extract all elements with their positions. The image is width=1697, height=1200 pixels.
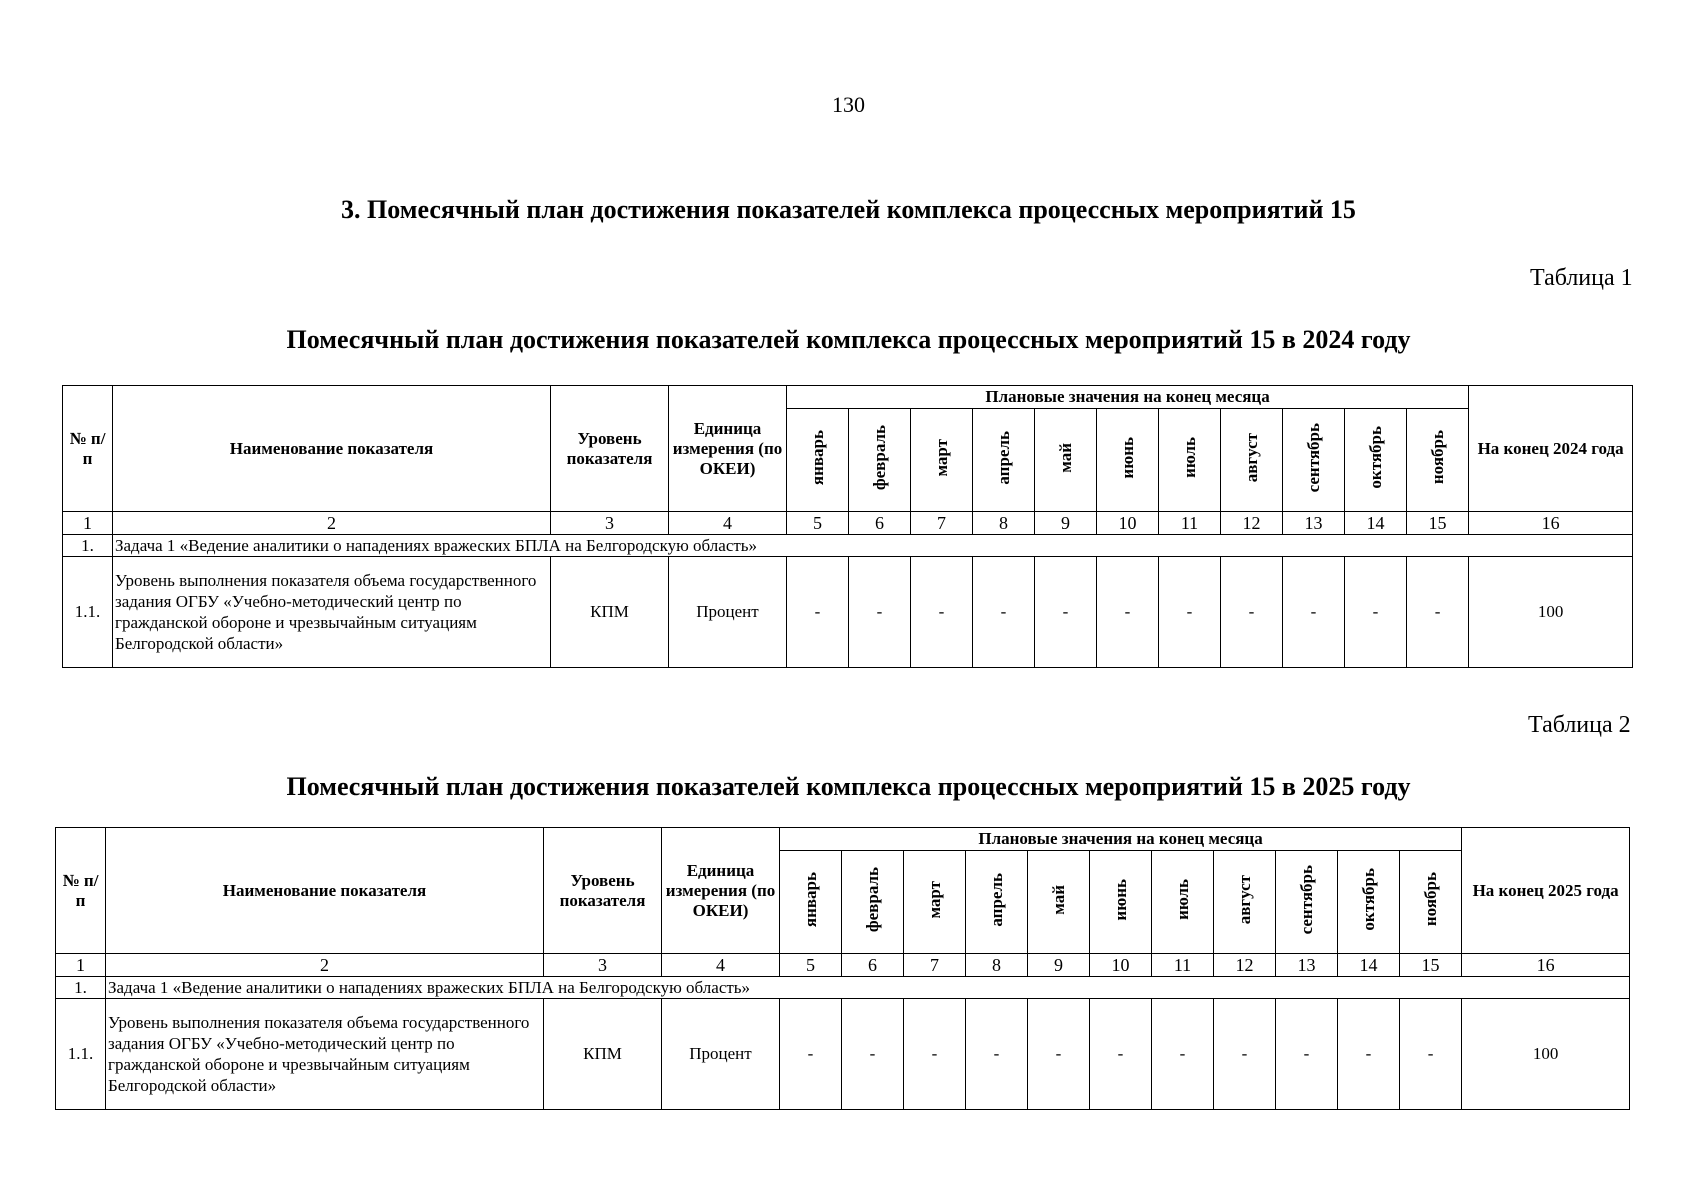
month-value: - (1035, 557, 1097, 668)
header-num: № п/п (56, 828, 106, 954)
table-1-title: Помесячный план достижения показателей комплекса процессных мероприятий 15 в 2024 году (286, 325, 1411, 354)
month-value: - (1221, 557, 1283, 668)
month-header: октябрь (1345, 409, 1407, 512)
header-num: № п/п (63, 386, 113, 512)
table-row (56, 999, 1630, 1110)
month-header: январь (787, 409, 849, 512)
header-level: Уровень показателя (551, 386, 669, 512)
month-value: - (1090, 999, 1152, 1110)
indicator-name: Уровень выполнения показателя объема государственного задания ОГБУ «Учебно-методический центр по гражданской обороне и чрезвычайным ситуациям Белгородской области» (113, 557, 551, 668)
month-header: март (911, 409, 973, 512)
month-value: - (1028, 999, 1090, 1110)
header-unit: Единица измерения (по ОКЕИ) (669, 386, 787, 512)
month-value: - (1152, 999, 1214, 1110)
column-number-row: 1 2 3 4 5 6 7 8 9 10 11 12 13 14 15 16 (56, 954, 1630, 977)
month-value: - (1407, 557, 1469, 668)
month-header: август (1221, 409, 1283, 512)
month-header: ноябрь (1400, 851, 1462, 954)
month-header: ноябрь (1407, 409, 1469, 512)
task-row (63, 535, 1633, 557)
header-planned: Плановые значения на конец месяца (780, 828, 1462, 851)
header-end-of-year: На конец 2025 года (1462, 828, 1630, 954)
month-value: - (849, 557, 911, 668)
table-1-label: Таблица 1 (1530, 265, 1633, 291)
task-row (56, 977, 1630, 999)
section-title: 3. Помесячный план достижения показателей комплекса процессных мероприятий 15 (341, 195, 1356, 224)
month-header: сентябрь (1283, 409, 1345, 512)
indicator-level: КПМ (551, 557, 669, 668)
month-value: - (966, 999, 1028, 1110)
month-header: июнь (1090, 851, 1152, 954)
plan-table-2024 (62, 385, 1633, 668)
header-unit: Единица измерения (по ОКЕИ) (662, 828, 780, 954)
month-header: июнь (1097, 409, 1159, 512)
header-end-of-year: На конец 2024 года (1469, 386, 1633, 512)
month-header: июль (1159, 409, 1221, 512)
month-header: апрель (966, 851, 1028, 954)
month-value: - (842, 999, 904, 1110)
month-header: июль (1152, 851, 1214, 954)
month-value: - (1214, 999, 1276, 1110)
month-value: - (904, 999, 966, 1110)
month-header: март (904, 851, 966, 954)
task-text: Задача 1 «Ведение аналитики о нападениях вражеских БПЛА на Белгородскую область» (113, 535, 1633, 557)
month-value: - (911, 557, 973, 668)
task-num: 1. (56, 977, 106, 999)
month-value: - (1345, 557, 1407, 668)
month-header: январь (780, 851, 842, 954)
header-name: Наименование показателя (113, 386, 551, 512)
month-header: август (1214, 851, 1276, 954)
column-number-row: 1 2 3 4 5 6 7 8 9 10 11 12 13 14 15 16 (63, 512, 1633, 535)
indicator-num: 1.1. (63, 557, 113, 668)
month-value: - (1159, 557, 1221, 668)
indicator-name: Уровень выполнения показателя объема государственного задания ОГБУ «Учебно-методический центр по гражданской обороне и чрезвычайным ситуациям Белгородской области» (106, 999, 544, 1110)
month-header: февраль (849, 409, 911, 512)
month-value: - (1400, 999, 1462, 1110)
table-2-title: Помесячный план достижения показателей комплекса процессных мероприятий 15 в 2025 году (286, 772, 1411, 801)
header-planned: Плановые значения на конец месяца (787, 386, 1469, 409)
month-header: февраль (842, 851, 904, 954)
month-header: май (1028, 851, 1090, 954)
month-value: - (973, 557, 1035, 668)
month-header: сентябрь (1276, 851, 1338, 954)
month-header: май (1035, 409, 1097, 512)
month-value: - (1283, 557, 1345, 668)
table-row (63, 557, 1633, 668)
indicator-unit: Процент (669, 557, 787, 668)
end-of-year-value: 100 (1462, 999, 1630, 1110)
header-name: Наименование показателя (106, 828, 544, 954)
header-level: Уровень показателя (544, 828, 662, 954)
month-header: октябрь (1338, 851, 1400, 954)
indicator-num: 1.1. (56, 999, 106, 1110)
month-value: - (1097, 557, 1159, 668)
indicator-unit: Процент (662, 999, 780, 1110)
page-number: 130 (832, 92, 865, 117)
table-2-label: Таблица 2 (1528, 712, 1631, 738)
month-value: - (787, 557, 849, 668)
end-of-year-value: 100 (1469, 557, 1633, 668)
month-value: - (780, 999, 842, 1110)
month-value: - (1338, 999, 1400, 1110)
plan-table-2025 (55, 827, 1630, 1110)
task-text: Задача 1 «Ведение аналитики о нападениях вражеских БПЛА на Белгородскую область» (106, 977, 1630, 999)
month-header: апрель (973, 409, 1035, 512)
month-value: - (1276, 999, 1338, 1110)
indicator-level: КПМ (544, 999, 662, 1110)
task-num: 1. (63, 535, 113, 557)
